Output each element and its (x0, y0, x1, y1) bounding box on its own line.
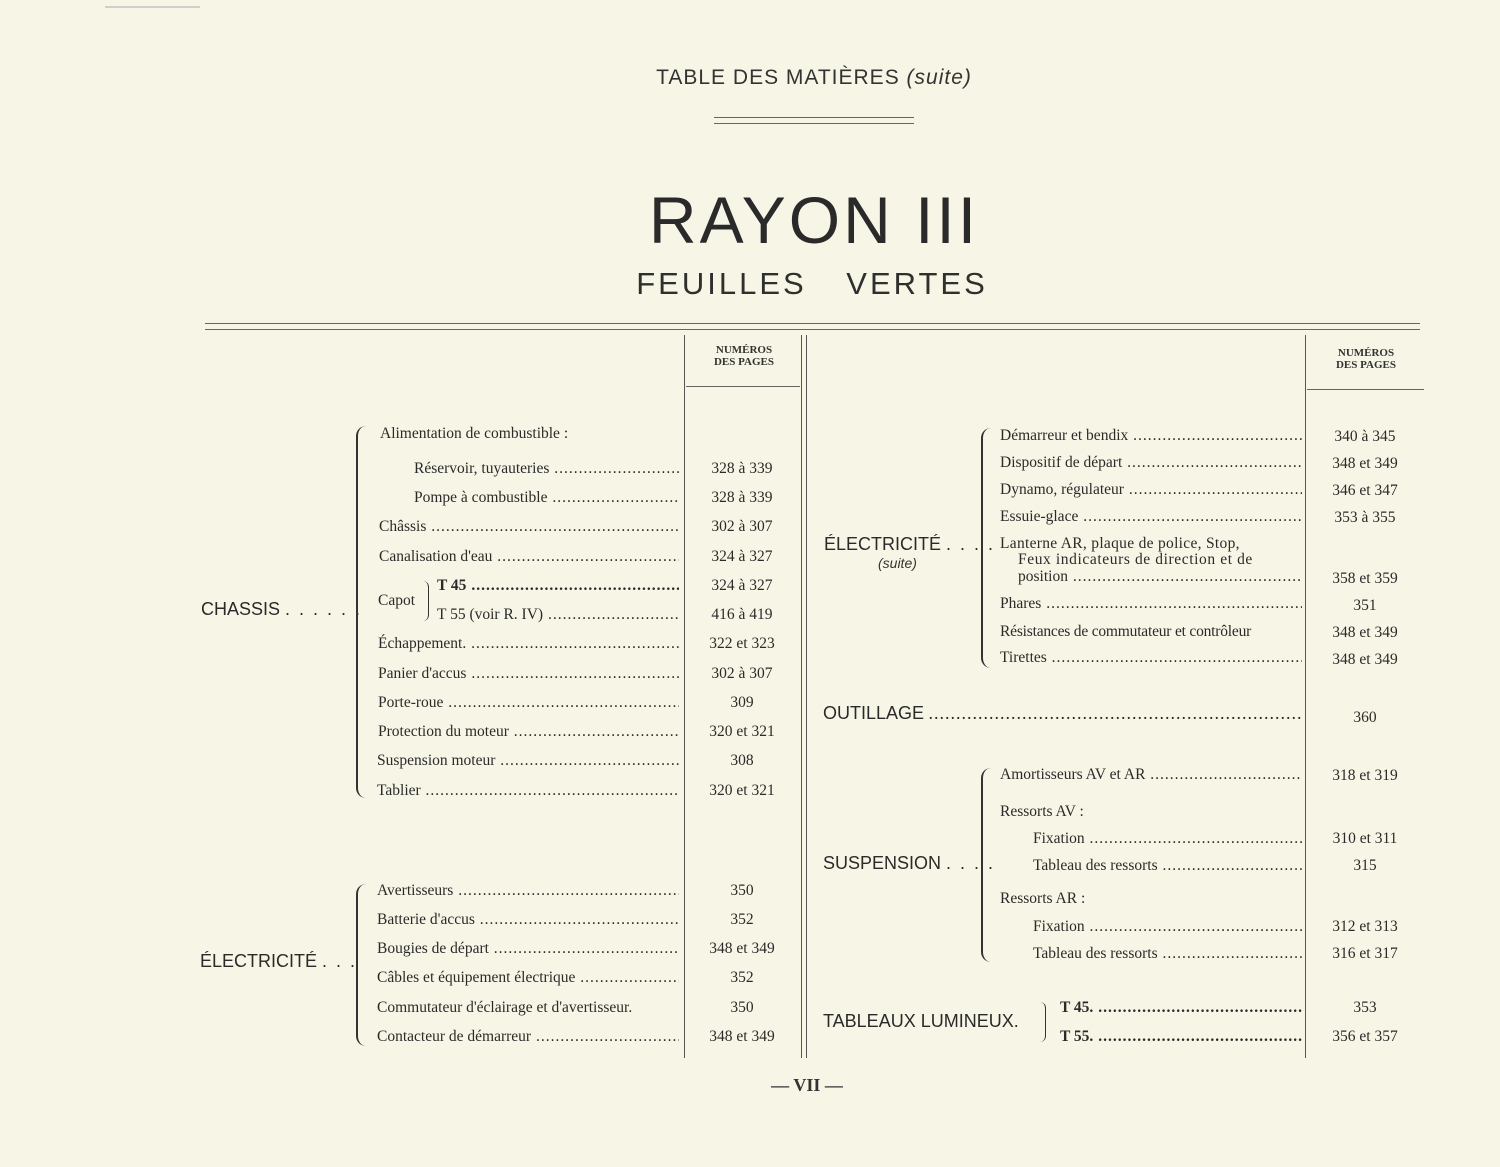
toc-entry: Protection du moteur ..... (378, 722, 679, 742)
toc-pages: 348 et 349 (709, 940, 775, 957)
section-electricite (200, 951, 357, 972)
toc-entry: Batterie d'accus ..... (377, 910, 679, 930)
toc-entry: T 45. ..... (1060, 998, 1302, 1018)
toc-entry: Réservoir, tuyauteries ..... (414, 459, 679, 479)
tableaux-brace (1040, 1002, 1046, 1042)
left-column-header-line2: DES PAGES (713, 356, 774, 368)
section-electricite-leader: . . . (322, 951, 358, 971)
toc-pages: 320 et 321 (709, 723, 775, 740)
toc-pages: 350 (730, 999, 754, 1016)
toc-pages: 350 (730, 882, 754, 899)
toc-entry: Commutateur d'éclairage et d'avertisseur. (377, 999, 633, 1016)
electricite-brace (356, 884, 366, 1046)
subtitle: FEUILLES VERTES (636, 266, 988, 301)
right-column-header (1307, 347, 1425, 371)
right-column-header-line1: NUMÉROS (1337, 347, 1395, 359)
section-chassis-leader: . . . . . . (285, 599, 363, 619)
toc-pages: 308 (730, 752, 754, 769)
toc-pages: 315 (1353, 857, 1377, 874)
section-suspension-label: SUSPENSION (823, 853, 942, 873)
toc-pages: 346 et 347 (1332, 482, 1398, 499)
section-suspension (823, 853, 995, 874)
toc-entry: Canalisation d'eau ..... (379, 547, 679, 567)
section-suspension-leader: . . . . (946, 853, 996, 873)
toc-entry: Câbles et équipement électrique ..... (377, 968, 679, 988)
toc-pages: 302 à 307 (711, 518, 773, 535)
page-number: — VII — (771, 1075, 843, 1095)
toc-entry: Ressorts AV : (1000, 803, 1084, 820)
table-top-rule-2 (205, 329, 1420, 330)
toc-pages: 322 et 323 (709, 635, 775, 652)
section-outillage (823, 702, 1301, 724)
left-column-header (686, 344, 802, 368)
toc-entry: Tirettes ..... (1000, 648, 1302, 668)
toc-pages: 302 à 307 (711, 665, 773, 682)
toc-entry: Tableau des ressorts ..... (1033, 856, 1302, 876)
toc-entry: Tableau des ressorts ..... (1033, 944, 1302, 964)
toc-pages: 328 à 339 (711, 460, 773, 477)
toc-pages: 360 (1353, 709, 1377, 726)
toc-entry: T 55 (voir R. IV) ..... (437, 605, 679, 625)
toc-pages: 348 et 349 (1332, 651, 1398, 668)
toc-entry: Feux indicateurs de direction et de (1018, 551, 1253, 568)
toc-entry: Tablier ..... (377, 781, 679, 801)
toc-entry: Dynamo, régulateur ..... (1000, 480, 1302, 500)
section-tableaux: TABLEAUX LUMINEUX. (823, 1011, 1019, 1031)
section-electricite-suite (824, 534, 995, 555)
toc-entry: Fixation ..... (1033, 829, 1302, 849)
section-electricite-suite-sub: (suite) (878, 555, 917, 571)
toc-pages: 312 et 313 (1332, 918, 1398, 935)
toc-entry: Amortisseurs AV et AR ..... (1000, 765, 1302, 785)
toc-entry: Lanterne AR, plaque de police, Stop, (1000, 535, 1240, 552)
toc-entry: Essuie-glace ..... (1000, 507, 1302, 527)
header-suffix: (suite) (906, 66, 972, 89)
electricite-suite-brace (981, 428, 991, 668)
toc-pages: 340 à 345 (1334, 428, 1396, 445)
toc-pages: 310 et 311 (1332, 830, 1398, 847)
left-column-header-line1: NUMÉROS (715, 344, 773, 356)
center-divider-1 (801, 335, 802, 1058)
right-column-header-line2: DES PAGES (1335, 359, 1396, 371)
toc-entry: position ..... (1018, 567, 1302, 587)
toc-pages: 352 (730, 911, 754, 928)
toc-pages: 353 (1353, 999, 1377, 1016)
toc-pages: 358 et 359 (1332, 570, 1398, 587)
toc-pages: 348 et 349 (1332, 624, 1398, 641)
section-chassis-label: CHASSIS (201, 599, 281, 619)
toc-pages: 352 (730, 969, 754, 986)
toc-pages: 356 et 357 (1332, 1028, 1398, 1045)
toc-pages: 351 (1353, 597, 1377, 614)
right-header-underline (1307, 389, 1424, 390)
toc-entry: Bougies de départ ..... (377, 939, 679, 959)
toc-entry: Échappement. ..... (378, 634, 679, 654)
toc-pages: 324 à 327 (711, 548, 773, 565)
toc-entry: Panier d'accus ..... (378, 664, 679, 684)
toc-pages: 348 et 349 (709, 1028, 775, 1045)
left-header-underline (686, 386, 800, 387)
capot-brace (423, 581, 429, 621)
section-electricite-suite-leader: . . . . (946, 534, 996, 554)
section-electricite-suite-label: ÉLECTRICITÉ (824, 534, 942, 554)
toc-entry: Avertisseurs ..... (377, 881, 679, 901)
header-title-text: TABLE DES MATIÈRES (656, 66, 900, 89)
main-title: RAYON III (648, 183, 980, 257)
toc-entry: Châssis ..... (379, 517, 679, 537)
toc-entry: Alimentation de combustible : (380, 425, 569, 442)
toc-entry: Ressorts AR : (1000, 890, 1086, 907)
header-divider-1 (714, 117, 914, 118)
toc-pages: 318 et 319 (1332, 767, 1398, 784)
suspension-brace (981, 768, 991, 962)
toc-entry: Contacteur de démarreur ..... (377, 1027, 679, 1047)
toc-entry: Fixation ..... (1033, 917, 1302, 937)
left-pages-divider (684, 335, 685, 1058)
toc-entry: Résistances de commutateur et contrôleur (1000, 623, 1252, 640)
toc-entry: T 45 ..... (437, 576, 679, 596)
toc-pages: 416 à 419 (711, 606, 773, 623)
toc-entry: T 55. ..... (1060, 1027, 1302, 1047)
toc-entry: Phares ..... (1000, 594, 1302, 614)
header-title (0, 66, 1500, 90)
toc-pages: 328 à 339 (711, 489, 773, 506)
section-electricite-label: ÉLECTRICITÉ (200, 951, 318, 971)
header-divider-2 (714, 123, 914, 124)
toc-pages: 353 à 355 (1334, 509, 1396, 526)
chassis-brace (356, 426, 366, 798)
center-divider-2 (806, 335, 807, 1058)
toc-entry: Pompe à combustible ..... (414, 488, 679, 508)
toc-pages: 348 et 349 (1332, 455, 1398, 472)
scan-artifact (105, 6, 200, 8)
toc-pages: 316 et 317 (1332, 945, 1398, 962)
right-pages-divider (1305, 335, 1306, 1058)
toc-entry: Démarreur et bendix ..... (1000, 426, 1302, 446)
toc-pages: 324 à 327 (711, 577, 773, 594)
capot-label: Capot (378, 592, 416, 609)
section-outillage-label: OUTILLAGE (823, 703, 925, 723)
toc-pages: 309 (730, 694, 754, 711)
section-chassis (201, 599, 362, 620)
toc-pages: 320 et 321 (709, 782, 775, 799)
toc-entry: Dispositif de départ ..... (1000, 453, 1302, 473)
toc-entry: Porte-roue ..... (378, 693, 679, 713)
table-top-rule-1 (205, 323, 1420, 324)
toc-entry: Suspension moteur ..... (377, 751, 679, 771)
